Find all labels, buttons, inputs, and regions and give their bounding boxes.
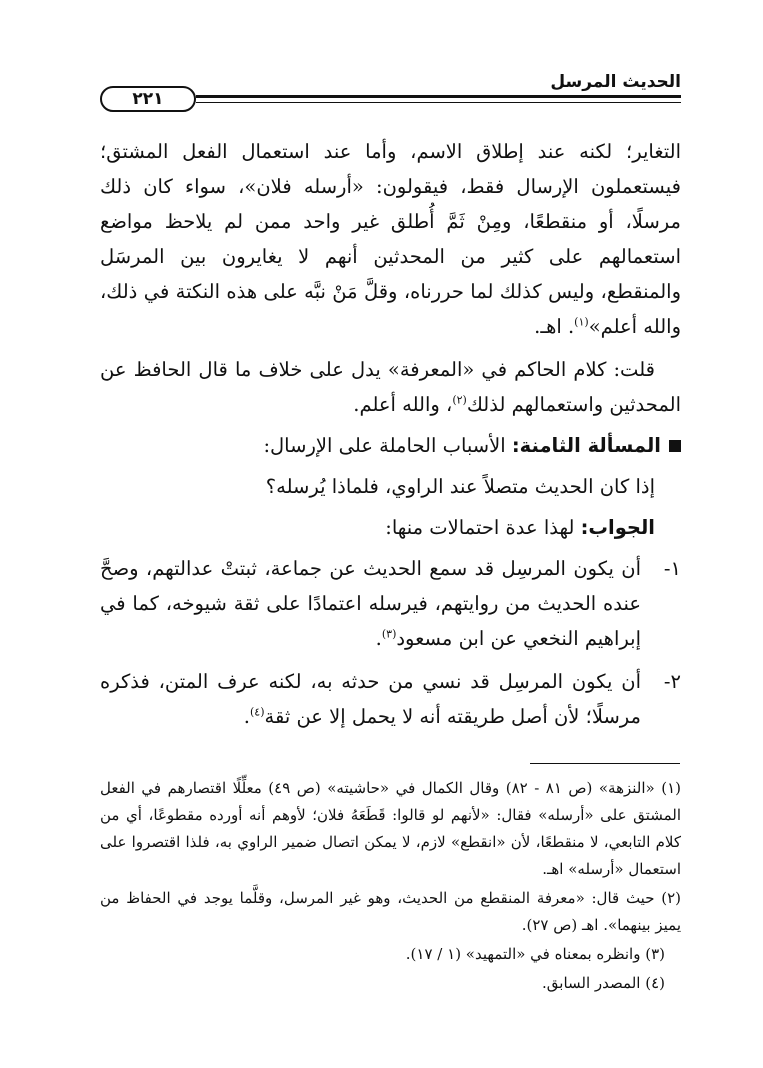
comment-paragraph <box>100 352 681 422</box>
list-item-end: . <box>375 627 382 650</box>
comment-end: ، والله أعلم. <box>353 393 453 416</box>
page-number <box>100 86 196 112</box>
list-item-text <box>100 551 641 656</box>
list-item <box>100 551 681 656</box>
list-item-number: ٢- <box>663 670 681 693</box>
footnote-ref-4[interactable]: (٤) <box>249 705 265 719</box>
list-item <box>100 664 681 734</box>
answer-text: لهذا عدة احتمالات منها: <box>385 516 575 539</box>
footnote-1: (١) «النزهة» (ص ٨١ - ٨٢) وقال الكمال في «حاشيته» (ص ٤٩) معلِّلًا اقتصارهم في الفعل المشتق على «أرسله» فقال: «لأنهم لو قالوا: قَطَعَهُ فلان؛ لأوهم أنه أورده مقطوعًا، أي من كلام التابعي، لا منقطعًا، لأن «انقطع» لازم، لا يمكن اتصال ضمير الراوي به، فلذا اقتصروا على استعمال «أرسله» اهـ. <box>100 779 681 878</box>
answer-line <box>100 510 681 545</box>
header-rule-thick <box>196 95 681 98</box>
header-rule <box>196 95 681 106</box>
section-heading <box>100 428 681 463</box>
list-item-text <box>100 664 641 734</box>
footnote-ref-1[interactable]: (١) <box>574 315 589 329</box>
running-title: الحديث المرسل <box>550 72 681 92</box>
bullet-square-icon <box>669 440 681 452</box>
heading-line <box>263 428 661 463</box>
heading-text: الأسباب الحاملة على الإرسال: <box>263 434 506 457</box>
quote-end: . اهـ. <box>534 315 575 338</box>
quote-text: التغاير؛ لكنه عند إطلاق الاسم، وأما عند استعمال الفعل المشتق؛ فيستعملون الإرسال فقط، فيقولون: «أرسله فلان»، سواء كان ذلك مرسلًا، أو منقطعًا، ومِنْ ثَمَّ أُطلق غير واحد ممن لم يلاحظ مواضع استعمالهم على كثير من المحدثين أنهم لا يغايرون بين المرسَل والمنقطع، وليس كذلك لما حررناه، وقلَّ مَنْ نبَّه على هذه النكتة في ذلك، والله أعلم» <box>100 140 681 338</box>
page-number-text: ٢٢١ <box>132 89 164 109</box>
footnotes <box>100 775 681 999</box>
list-item-number: ١- <box>663 557 681 580</box>
main-text <box>100 134 681 734</box>
list-item-end: . <box>243 705 250 728</box>
footnote-ref-2[interactable]: (٢) <box>452 393 467 407</box>
footnote-3: (٣) وانظره بمعناه في «التمهيد» (١ / ١٧). <box>405 945 665 963</box>
footnote-separator <box>530 763 680 764</box>
list-item-body: أن يكون المرسِل قد سمع الحديث عن جماعة، ثبتتْ عدالتهم، وصحَّ عنده الحديث من روايتهم، فيرسله اعتمادًا على ثقة شيوخه، كما في إبراهيم النخعي عن ابن مسعود <box>100 557 641 650</box>
list-item-body: أن يكون المرسِل قد نسي من حدثه به، لكنه عرف المتن، فذكره مرسلًا؛ لأن أصل طريقته أنه لا يحمل إلا عن ثقة <box>100 670 641 728</box>
footnote-2: (٢) حيث قال: «معرفة المنقطع من الحديث، وهو غير المرسل، وقلَّما يوجد في الحفاظ من يميز بينهما». اهـ (ص ٢٧). <box>100 889 681 934</box>
header-rule-thin <box>196 102 681 103</box>
answer-label: الجواب: <box>580 516 655 539</box>
question-line: إذا كان الحديث متصلاً عند الراوي، فلماذا يُرسله؟ <box>265 475 655 498</box>
footnote-ref-3[interactable]: (٣) <box>381 627 397 641</box>
footnote-4: (٤) المصدر السابق. <box>542 974 665 992</box>
heading-label: المسألة الثامنة: <box>511 434 661 457</box>
quote-paragraph <box>100 134 681 344</box>
comment-text: قلت: كلام الحاكم في «المعرفة» يدل على خلاف ما قال الحافظ عن المحدثين واستعمالهم لذلك <box>100 358 681 416</box>
